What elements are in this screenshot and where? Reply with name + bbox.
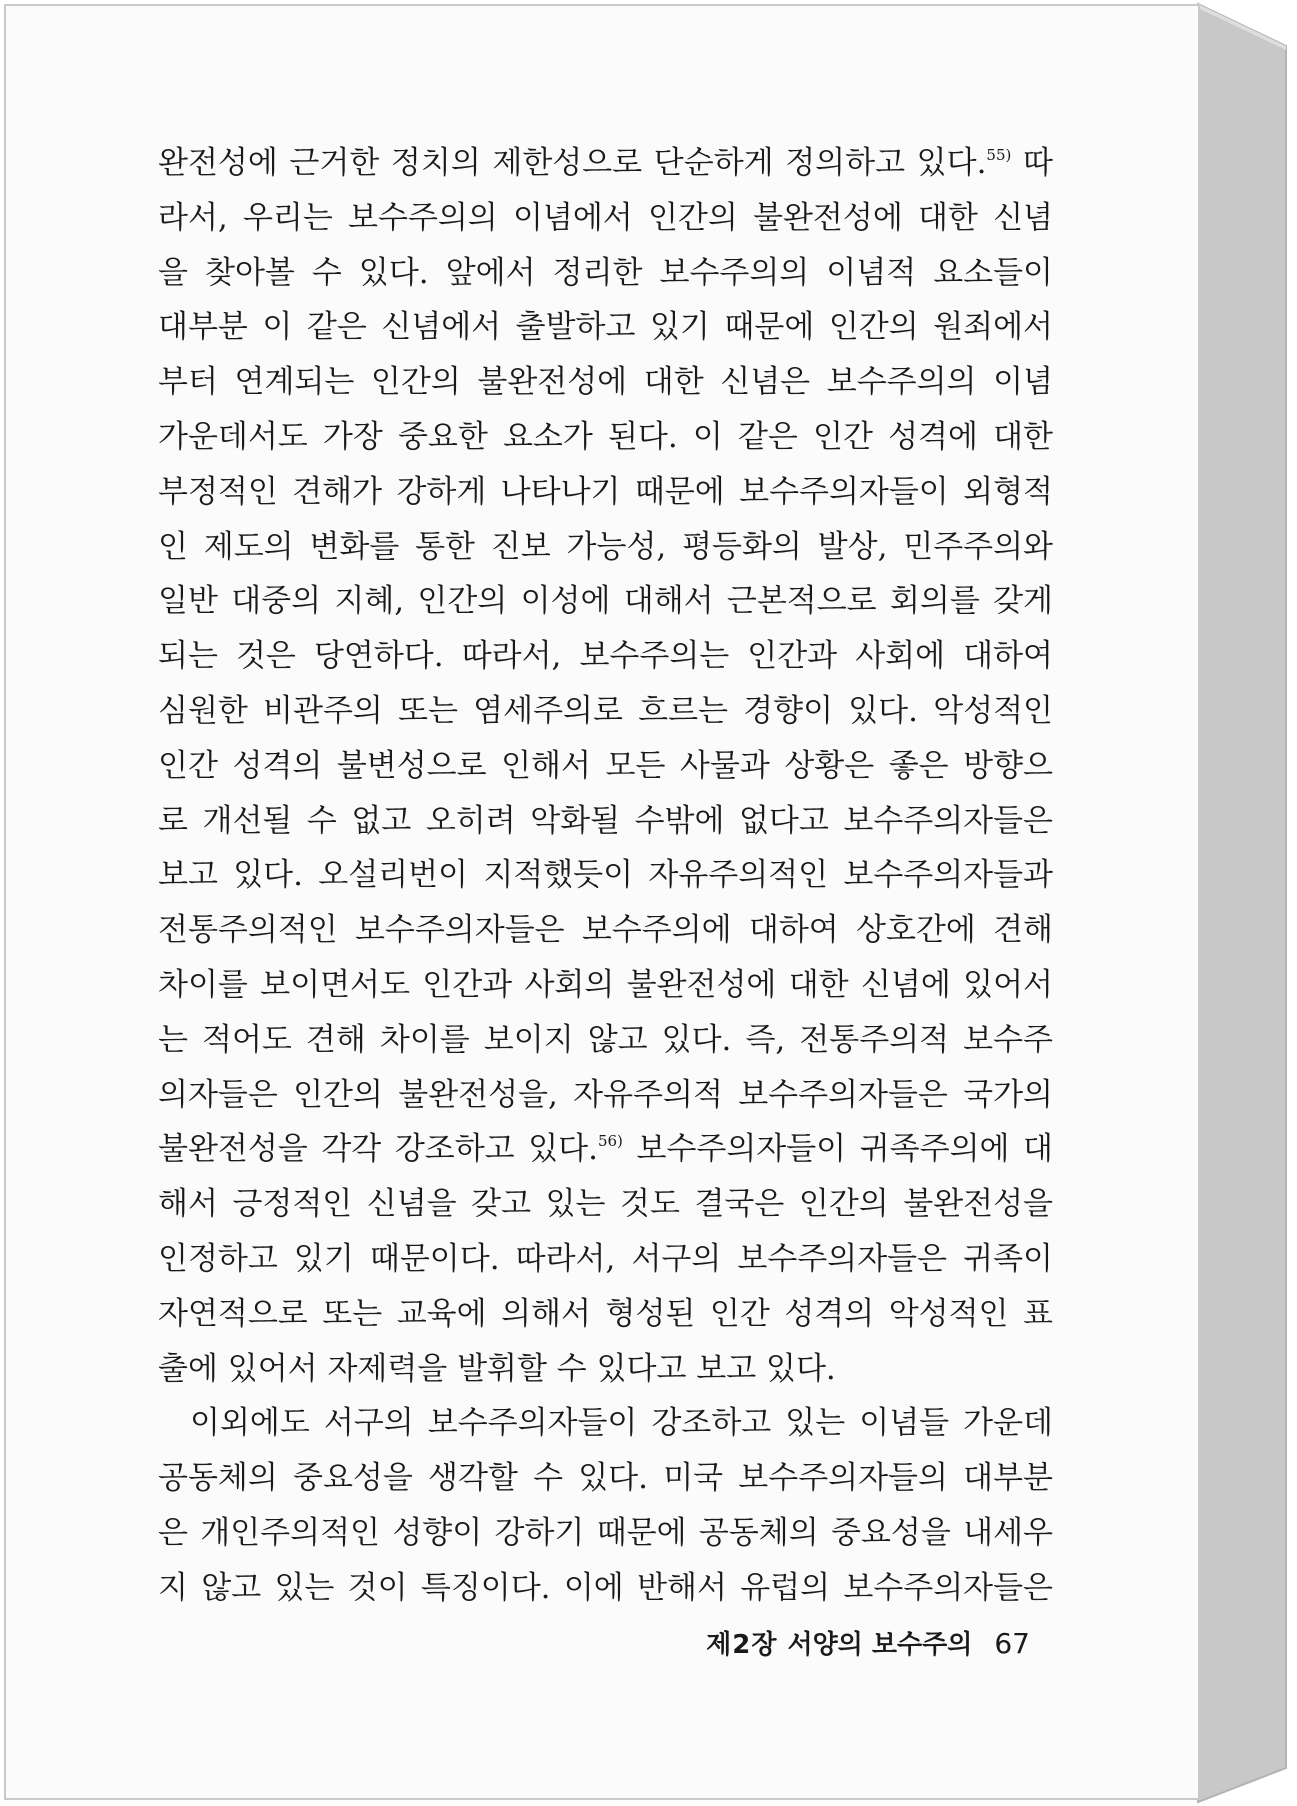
footnote-marker: 55)	[986, 146, 1012, 164]
text-line	[158, 1287, 1053, 1342]
line-text: 인간 성격의 불변성으로 인해서 모든 사물과 상황은 좋은 방향으	[158, 747, 1053, 784]
footnote-marker: 56)	[597, 1132, 623, 1151]
text-line	[158, 1122, 1053, 1177]
line-text-continued: 보수주의자들이 귀족주의에 대	[622, 1131, 1053, 1168]
line-text: 되는 것은 당연하다. 따라서, 보수주의는 인간과 사회에 대하여	[158, 638, 1053, 675]
line-text: 해서 긍정적인 신념을 갖고 있는 것도 결국은 인간의 불완전성을	[158, 1186, 1053, 1223]
text-line	[158, 465, 1053, 520]
text-line	[158, 1177, 1053, 1232]
line-text: 인 제도의 변화를 통한 진보 가능성, 평등화의 발상, 민주주의와	[158, 528, 1053, 565]
text-line	[158, 1013, 1053, 1068]
text-line	[158, 794, 1053, 849]
line-text: 로 개선될 수 없고 오히려 악화될 수밖에 없다고 보수주의자들은	[158, 802, 1053, 839]
line-text: 은 개인주의적인 성향이 강하기 때문에 공동체의 중요성을 내세우	[158, 1514, 1053, 1551]
line-text: 는 적어도 견해 차이를 보이지 않고 있다. 즉, 전통주의적 보수주	[158, 1021, 1053, 1058]
chapter-title: 서양의 보수주의	[787, 1630, 973, 1660]
text-line	[158, 739, 1053, 794]
line-text: 공동체의 중요성을 생각할 수 있다. 미국 보수주의자들의 대부분	[158, 1460, 1053, 1497]
page-number: 67	[994, 1627, 1030, 1660]
text-line	[158, 1396, 1053, 1451]
text-line	[158, 1068, 1053, 1123]
line-text: 대부분 이 같은 신념에서 출발하고 있기 때문에 인간의 원죄에서	[158, 309, 1053, 346]
text-line	[158, 1561, 1053, 1616]
line-text: 가운데서도 가장 중요한 요소가 된다. 이 같은 인간 성격에 대한	[158, 418, 1053, 455]
running-footer	[700, 1624, 1030, 1661]
text-line	[158, 1232, 1053, 1287]
line-text-continued: 따	[1011, 145, 1053, 181]
line-text: 자연적으로 또는 교육에 의해서 형성된 인간 성격의 악성적인 표	[158, 1295, 1053, 1332]
line-text: 차이를 보이면서도 인간과 사회의 불완전성에 대한 신념에 있어서	[158, 966, 1053, 1003]
text-line	[158, 1451, 1053, 1506]
text-line	[158, 355, 1053, 410]
text-line	[158, 684, 1053, 739]
text-line	[158, 520, 1053, 575]
line-text: 라서, 우리는 보수주의의 이념에서 인간의 불완전성에 대한 신념	[158, 199, 1053, 236]
line-text: 완전성에 근거한 정치의 제한성으로 단순하게 정의하고 있다.	[158, 145, 987, 181]
text-line	[158, 410, 1053, 465]
text-line	[158, 848, 1053, 903]
line-text: 보고 있다. 오설리번이 지적했듯이 자유주의적인 보수주의자들과	[158, 857, 1053, 894]
line-text: 심원한 비관주의 또는 염세주의로 흐르는 경향이 있다. 악성적인	[158, 692, 1053, 729]
text-line	[158, 300, 1053, 355]
text-line	[158, 903, 1053, 958]
text-line	[158, 136, 1053, 191]
line-text: 불완전성을 각각 강조하고 있다.	[158, 1131, 598, 1168]
text-line	[158, 1342, 1053, 1397]
line-text: 전통주의적인 보수주의자들은 보수주의에 대하여 상호간에 견해	[158, 912, 1053, 949]
line-text: 이외에도 서구의 보수주의자들이 강조하고 있는 이념들 가운데	[190, 1405, 1053, 1442]
body-text	[158, 136, 1053, 1616]
chapter-label: 제2장	[706, 1630, 778, 1660]
text-line	[158, 958, 1053, 1013]
text-line	[158, 191, 1053, 246]
line-text: 부터 연계되는 인간의 불완전성에 대한 신념은 보수주의의 이념	[158, 364, 1053, 401]
line-text: 지 않고 있는 것이 특징이다. 이에 반해서 유럽의 보수주의자들은	[158, 1569, 1053, 1606]
line-text: 의자들은 인간의 불완전성을, 자유주의적 보수주의자들은 국가의	[158, 1076, 1053, 1113]
text-line	[158, 629, 1053, 684]
text-line	[158, 246, 1053, 301]
line-text: 일반 대중의 지혜, 인간의 이성에 대해서 근본적으로 회의를 갖게	[158, 583, 1053, 620]
line-text: 을 찾아볼 수 있다. 앞에서 정리한 보수주의의 이념적 요소들이	[158, 254, 1053, 291]
line-text: 인정하고 있기 때문이다. 따라서, 서구의 보수주의자들은 귀족이	[158, 1240, 1053, 1277]
line-text: 부정적인 견해가 강하게 나타나기 때문에 보수주의자들이 외형적	[158, 473, 1053, 510]
text-line	[158, 574, 1053, 629]
line-text: 출에 있어서 자제력을 발휘할 수 있다고 보고 있다.	[158, 1350, 836, 1387]
text-line	[158, 1506, 1053, 1561]
